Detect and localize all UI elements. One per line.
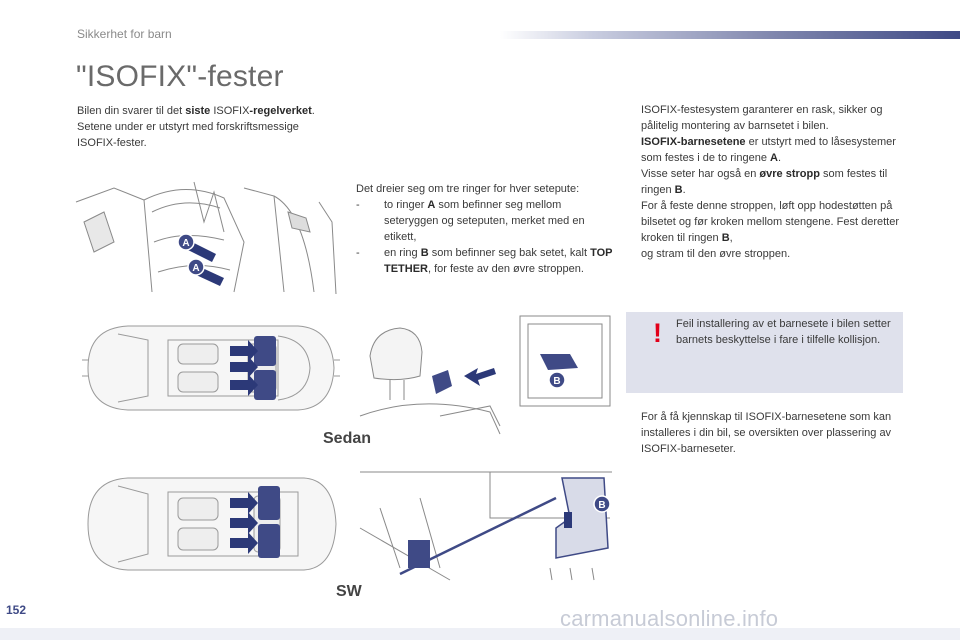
rear-seat-illustration — [74, 182, 336, 298]
sw-tether-illustration — [360, 468, 612, 580]
desc-s2-bold-a: A — [770, 152, 778, 164]
rings-item-b — [356, 245, 618, 277]
ring-b-badge-top — [549, 372, 565, 388]
rings-item-a-post: som befinner seg mellom seteryggen og seteputen, merket med en etikett, — [384, 199, 585, 243]
sw-top-view-illustration — [78, 472, 340, 576]
desc-s3-bold: øvre stropp — [759, 168, 820, 180]
watermark: carmanualsonline.info — [560, 606, 779, 631]
ring-b-badge-bottom — [594, 496, 610, 512]
desc-s2-bold: ISOFIX-barnesetene — [641, 136, 746, 148]
intro-text-3: . — [311, 105, 315, 117]
intro-bold-regelverket: -regelverket — [249, 105, 312, 117]
sedan-top-view-illustration — [78, 320, 340, 416]
warning-text: Feil installering av et barnesete i bilen setter barnets beskyttelse i fare i tilfelle kollisjon. — [676, 318, 891, 346]
desc-s3-b: som festes til ringen — [641, 168, 888, 196]
isofix-description — [641, 102, 906, 262]
warning-exclamation-icon: ! — [653, 318, 662, 348]
ring-a-badge-2 — [188, 259, 204, 275]
header-gradient-bar — [500, 31, 960, 39]
rings-lead: Det dreier seg om tre ringer for hver setepute: — [356, 183, 580, 195]
rings-item-b-pre: en ring — [384, 247, 421, 259]
top-tether-illustration — [360, 316, 612, 434]
ring-b-label-bottom: B — [598, 500, 606, 511]
ring-a-badge-1 — [178, 234, 194, 250]
ring-b-label-top: B — [553, 376, 561, 387]
desc-s1: ISOFIX-festesystem garanterer en rask, sikker og pålitelig montering av barnsetet i bilen. — [641, 104, 883, 132]
sw-label: SW — [336, 583, 362, 600]
rings-item-b-bold2: TOP TETHER — [384, 247, 613, 275]
desc-s4-a: For å feste denne stroppen, løft opp hodestøtten på bilsetet og før kroken mellom stengene. Fest deretter kroken til ringen — [641, 200, 900, 244]
rings-item-b-bold: B — [420, 247, 429, 259]
section-header: Sikkerhet for barn — [77, 27, 172, 41]
desc-s4-bold-b: B — [721, 232, 730, 244]
intro-text-2: ISOFIX — [210, 105, 250, 117]
intro-text-1: Bilen din svarer til det — [77, 105, 186, 117]
rings-item-a-bold: A — [427, 199, 436, 211]
ring-a-label-2: A — [192, 263, 200, 274]
rings-item-a-pre: to ringer — [384, 199, 428, 211]
rings-item-b-post: , for feste av den øvre stroppen. — [428, 263, 584, 275]
rings-explanation — [356, 181, 618, 277]
rings-item-b-mid: som befinner seg bak setet, kalt — [428, 247, 591, 259]
desc-s5: og stram til den øvre stroppen. — [641, 248, 791, 260]
bullet-dash: - — [356, 199, 360, 211]
intro-text-4: Setene under er utstyrt med forskriftsmessige ISOFIX-fester. — [77, 121, 299, 149]
page-title: "ISOFIX"-fester — [76, 60, 284, 93]
ring-a-label-1: A — [182, 238, 190, 249]
footer-band — [0, 628, 960, 640]
intro-paragraph — [77, 103, 337, 151]
desc-s3-a: Visse seter har også en — [641, 168, 760, 180]
desc-s2-a: er utstyrt med to låsesystemer som festes i de to ringene — [641, 136, 896, 164]
desc-s4-b: , — [729, 232, 733, 244]
intro-bold-siste: siste — [185, 105, 211, 117]
rings-item-a — [356, 197, 618, 245]
sw-tether-parts — [400, 478, 608, 574]
desc-s3-end: . — [682, 184, 686, 196]
sedan-label: Sedan — [323, 430, 372, 447]
desc-s3-bold-b: B — [674, 184, 683, 196]
desc-s2-end: . — [777, 152, 782, 164]
bullet-dash: - — [356, 247, 360, 259]
page-number: 152 — [6, 603, 27, 617]
info-text: For å få kjennskap til ISOFIX-barnesetene som kan installeres i din bil, se oversikten over plassering av ISOFIX-barneseter. — [641, 411, 892, 455]
